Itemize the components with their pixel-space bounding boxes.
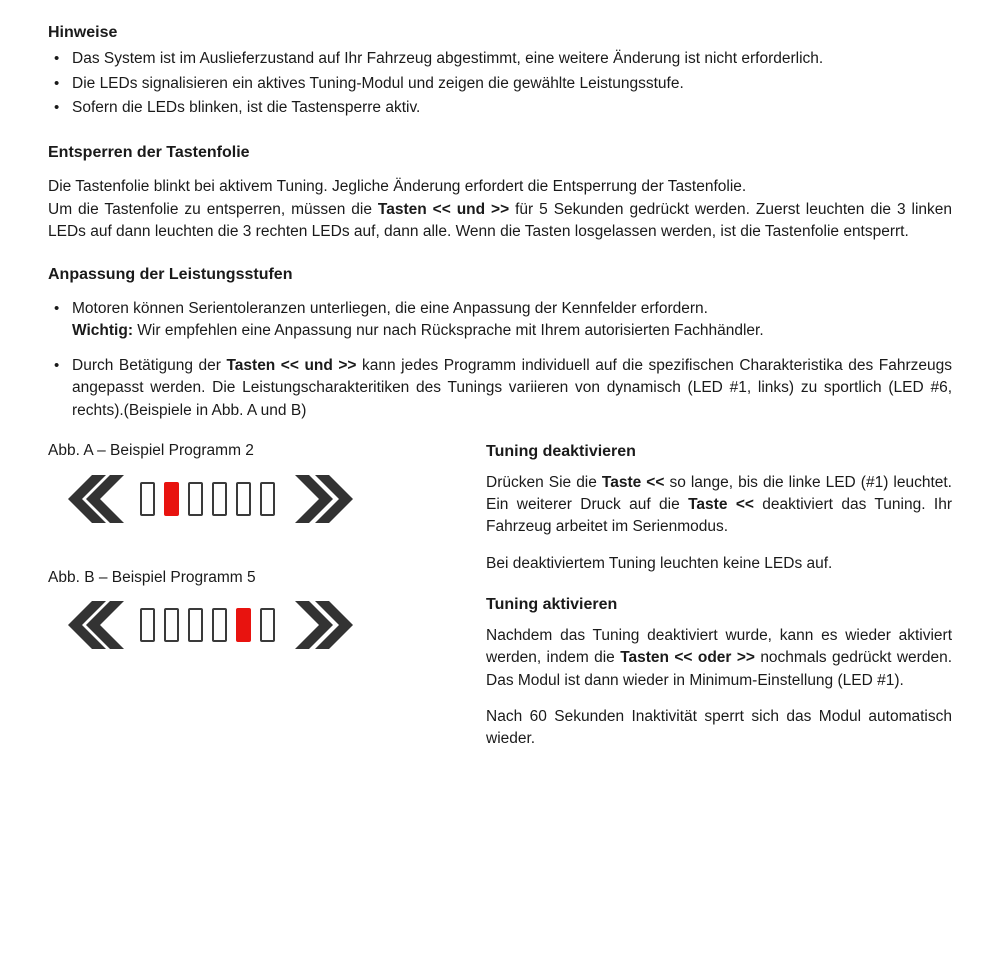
led-row-b — [140, 608, 275, 642]
levels-item2-bold: Tasten << und >> — [226, 356, 357, 374]
deactivate-p1-text-c: deaktiviert das Tuning. Ihr Fahrzeug arbeitet im Serienmodus. — [486, 495, 952, 536]
list-item — [48, 355, 952, 422]
levels-heading: Anpassung der Leistungsstufen — [48, 265, 293, 283]
activate-p1-bold: Tasten << oder >> — [620, 649, 755, 667]
notes-heading: Hinweise — [48, 24, 118, 41]
led-row-a — [140, 482, 275, 516]
led-6 — [260, 608, 275, 642]
unlock-heading: Entsperren der Tastenfolie — [48, 143, 250, 161]
activate-paragraph-2: Nach 60 Sekunden Inaktivität sperrt sich das Modul automatisch wieder. — [486, 707, 952, 748]
unlock-paragraph-2 — [48, 199, 952, 244]
figure-a — [48, 440, 478, 524]
deactivate-p1-bold-1: Taste << — [601, 473, 665, 491]
led-1 — [140, 608, 155, 642]
double-chevron-right-icon[interactable] — [291, 473, 353, 525]
list-item: • Das System ist im Auslieferzustand auf Ihr Fahrzeug abgestimmt, eine weitere Änderung ist nicht erforderlich. — [48, 48, 952, 70]
led-4 — [212, 482, 227, 516]
double-chevron-left-icon[interactable] — [62, 473, 124, 525]
figure-a-caption: Abb. A – Beispiel Programm 2 — [48, 442, 254, 460]
led-6 — [260, 482, 275, 516]
notes-list — [48, 48, 952, 119]
led-3 — [188, 608, 203, 642]
led-4 — [212, 608, 227, 642]
list-item — [48, 298, 952, 343]
levels-item1-text-b: Wir empfehlen eine Anpassung nur nach Rücksprache mit Ihrem autorisierten Fachhändler. — [133, 322, 764, 340]
deactivate-p1-text-a: Drücken Sie die — [486, 473, 602, 491]
led-5 — [236, 608, 251, 642]
deactivate-paragraph-1 — [486, 472, 952, 539]
activate-paragraph-1 — [486, 625, 952, 692]
figure-b — [48, 567, 478, 651]
led-panel-a — [62, 473, 478, 525]
led-5 — [236, 482, 251, 516]
led-3 — [188, 482, 203, 516]
deactivate-p1-text-b: so lange, bis die linke LED (#1) leuchtet. Ein weiterer Druck auf die — [486, 473, 952, 513]
activate-heading: Tuning aktivieren — [486, 596, 618, 614]
unlock-p2-bold: Tasten << und >> — [377, 200, 510, 218]
unlock-p2-text-a: Um die Tastenfolie zu entsperren, müssen die — [48, 200, 378, 218]
levels-item1-text-a: Motoren können Serientoleranzen unterliegen, die eine Anpassung der Kennfelder erfordern. — [72, 299, 708, 317]
modes-column — [478, 440, 952, 765]
led-2 — [164, 482, 179, 516]
levels-list — [48, 298, 952, 422]
double-chevron-right-icon[interactable] — [291, 599, 353, 651]
led-panel-b — [62, 599, 478, 651]
led-1 — [140, 482, 155, 516]
double-chevron-left-icon[interactable] — [62, 599, 124, 651]
activate-p1-text-b: nochmals gedrückt werden. Das Modul ist dann wieder in Minimum-Einstellung (LED #1). — [486, 649, 952, 689]
list-item: • Die LEDs signalisieren ein aktives Tuning-Modul und zeigen die gewählte Leistungsstufe. — [48, 73, 952, 95]
unlock-paragraph-1: Die Tastenfolie blinkt bei aktivem Tuning. Jegliche Änderung erfordert die Entsperrung der Tastenfolie. — [48, 178, 747, 196]
levels-item2-text-a: Durch Betätigung der — [72, 356, 227, 374]
deactivate-p1-bold-2: Taste << — [688, 495, 754, 513]
deactivate-paragraph-2: Bei deaktiviertem Tuning leuchten keine LEDs auf. — [486, 554, 833, 572]
activate-p1-text-a: Nachdem das Tuning deaktiviert wurde, kann es wieder aktiviert werden, indem die — [486, 626, 952, 667]
deactivate-heading: Tuning deaktivieren — [486, 443, 636, 461]
levels-item1-bold: Wichtig: — [72, 322, 133, 340]
unlock-p2-text-b: für 5 Sekunden gedrückt werden. Zuerst leuchten die 3 linken LEDs auf dann leuchten die 3 rechten LEDs auf, dann alle. Wenn die Tasten losgelassen werden, ist die Tastenfolie entsperrt. — [48, 200, 952, 241]
figures-and-modes-section — [48, 440, 952, 765]
figure-b-caption: Abb. B – Beispiel Programm 5 — [48, 568, 256, 586]
levels-item2-text-b: kann jedes Programm individuell auf die spezifischen Charakteristika des Fahrzeugs angepasst werden. Die Leistungscharakteritiken des Tunings variieren von dynamisch (LED #1, links) zu sportlich (LED #6, rechts).(Beispiele in Abb. A und B) — [72, 356, 952, 419]
figures-column — [48, 440, 478, 765]
led-2 — [164, 608, 179, 642]
list-item: • Sofern die LEDs blinken, ist die Tastensperre aktiv. — [48, 97, 952, 119]
